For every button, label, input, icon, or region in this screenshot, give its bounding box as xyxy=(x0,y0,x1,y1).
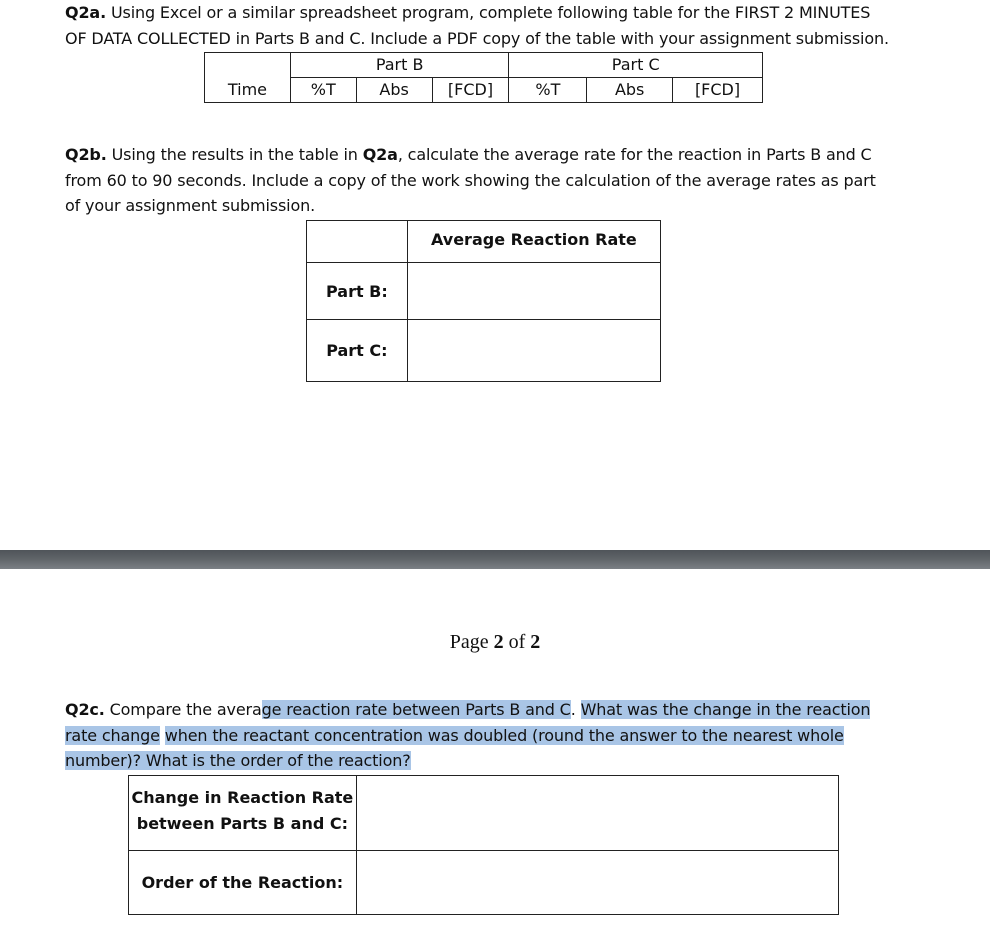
change-in-rate-line1: Change in Reaction Rate xyxy=(131,788,354,807)
column-header-b-percent-t: %T xyxy=(290,78,356,103)
part-b-header: Part B xyxy=(290,53,509,78)
q2c-highlight-1: ge reaction rate between Parts B and C xyxy=(261,700,571,719)
column-header-c-abs: Abs xyxy=(587,78,673,103)
column-header-b-abs: Abs xyxy=(356,78,432,103)
q2c-highlight-3: rate change xyxy=(65,725,160,745)
q2b-line1-pre: Using the results in the table in xyxy=(106,145,363,164)
q2c-paragraph xyxy=(65,697,870,774)
q2c-highlight-5: number)? What is the order of the reaction? xyxy=(65,751,411,770)
q2a-label: Q2a. xyxy=(65,3,107,22)
q2b-paragraph xyxy=(65,142,876,219)
q2c-highlight-4: when the reactant concentration was doubled (round the answer to the nearest whole xyxy=(164,725,844,745)
order-of-reaction-cell xyxy=(356,851,838,915)
column-header-c-percent-t: %T xyxy=(509,78,587,103)
q2b-label: Q2b. xyxy=(65,145,107,164)
q2a-line2: OF DATA COLLECTED in Parts B and C. Include a PDF copy of the table with your assignment submission. xyxy=(65,28,889,48)
q2a-data-table xyxy=(204,52,763,103)
average-rate-table xyxy=(306,220,661,382)
q2a-paragraph xyxy=(65,0,889,51)
page-prefix: Page xyxy=(449,631,494,653)
part-c-header: Part C xyxy=(509,53,763,78)
column-header-time: Time xyxy=(205,78,291,103)
current-page: 2 xyxy=(493,631,504,653)
page-divider xyxy=(0,550,990,569)
page-mid: of xyxy=(503,631,531,653)
q2b-line1-post: , calculate the average rate for the reaction in Parts B and C xyxy=(397,145,872,164)
total-pages: 2 xyxy=(530,631,541,653)
q2c-answer-table xyxy=(128,775,839,915)
q2c-highlight-2: What was the change in the reaction xyxy=(580,700,871,719)
average-rate-header: Average Reaction Rate xyxy=(407,221,660,263)
empty-cell xyxy=(307,221,408,263)
change-in-rate-line2: between Parts B and C: xyxy=(136,814,348,833)
q2b-ref: Q2a xyxy=(362,145,398,164)
q2c-l1a: Compare the avera xyxy=(104,700,262,719)
change-in-rate-cell xyxy=(356,776,838,851)
page-number xyxy=(0,631,990,654)
order-of-reaction-label: Order of the Reaction: xyxy=(129,851,357,915)
column-header-b-fcd: [FCD] xyxy=(432,78,509,103)
q2a-line1: Using Excel or a similar spreadsheet program, complete following table for the FIRST 2 MINUTES xyxy=(106,3,871,22)
part-c-label: Part C: xyxy=(307,320,408,382)
q2c-label: Q2c. xyxy=(65,700,105,719)
q2b-line3: of your assignment submission. xyxy=(65,196,316,215)
column-header-c-fcd: [FCD] xyxy=(673,78,763,103)
empty-cell xyxy=(205,53,291,78)
q2c-l1c: . xyxy=(570,700,581,719)
change-in-rate-label xyxy=(129,776,357,851)
part-c-rate-cell xyxy=(407,320,660,382)
q2b-line2: from 60 to 90 seconds. Include a copy of the work showing the calculation of the average rates as part xyxy=(65,170,876,190)
part-b-label: Part B: xyxy=(307,263,408,320)
part-b-rate-cell xyxy=(407,263,660,320)
